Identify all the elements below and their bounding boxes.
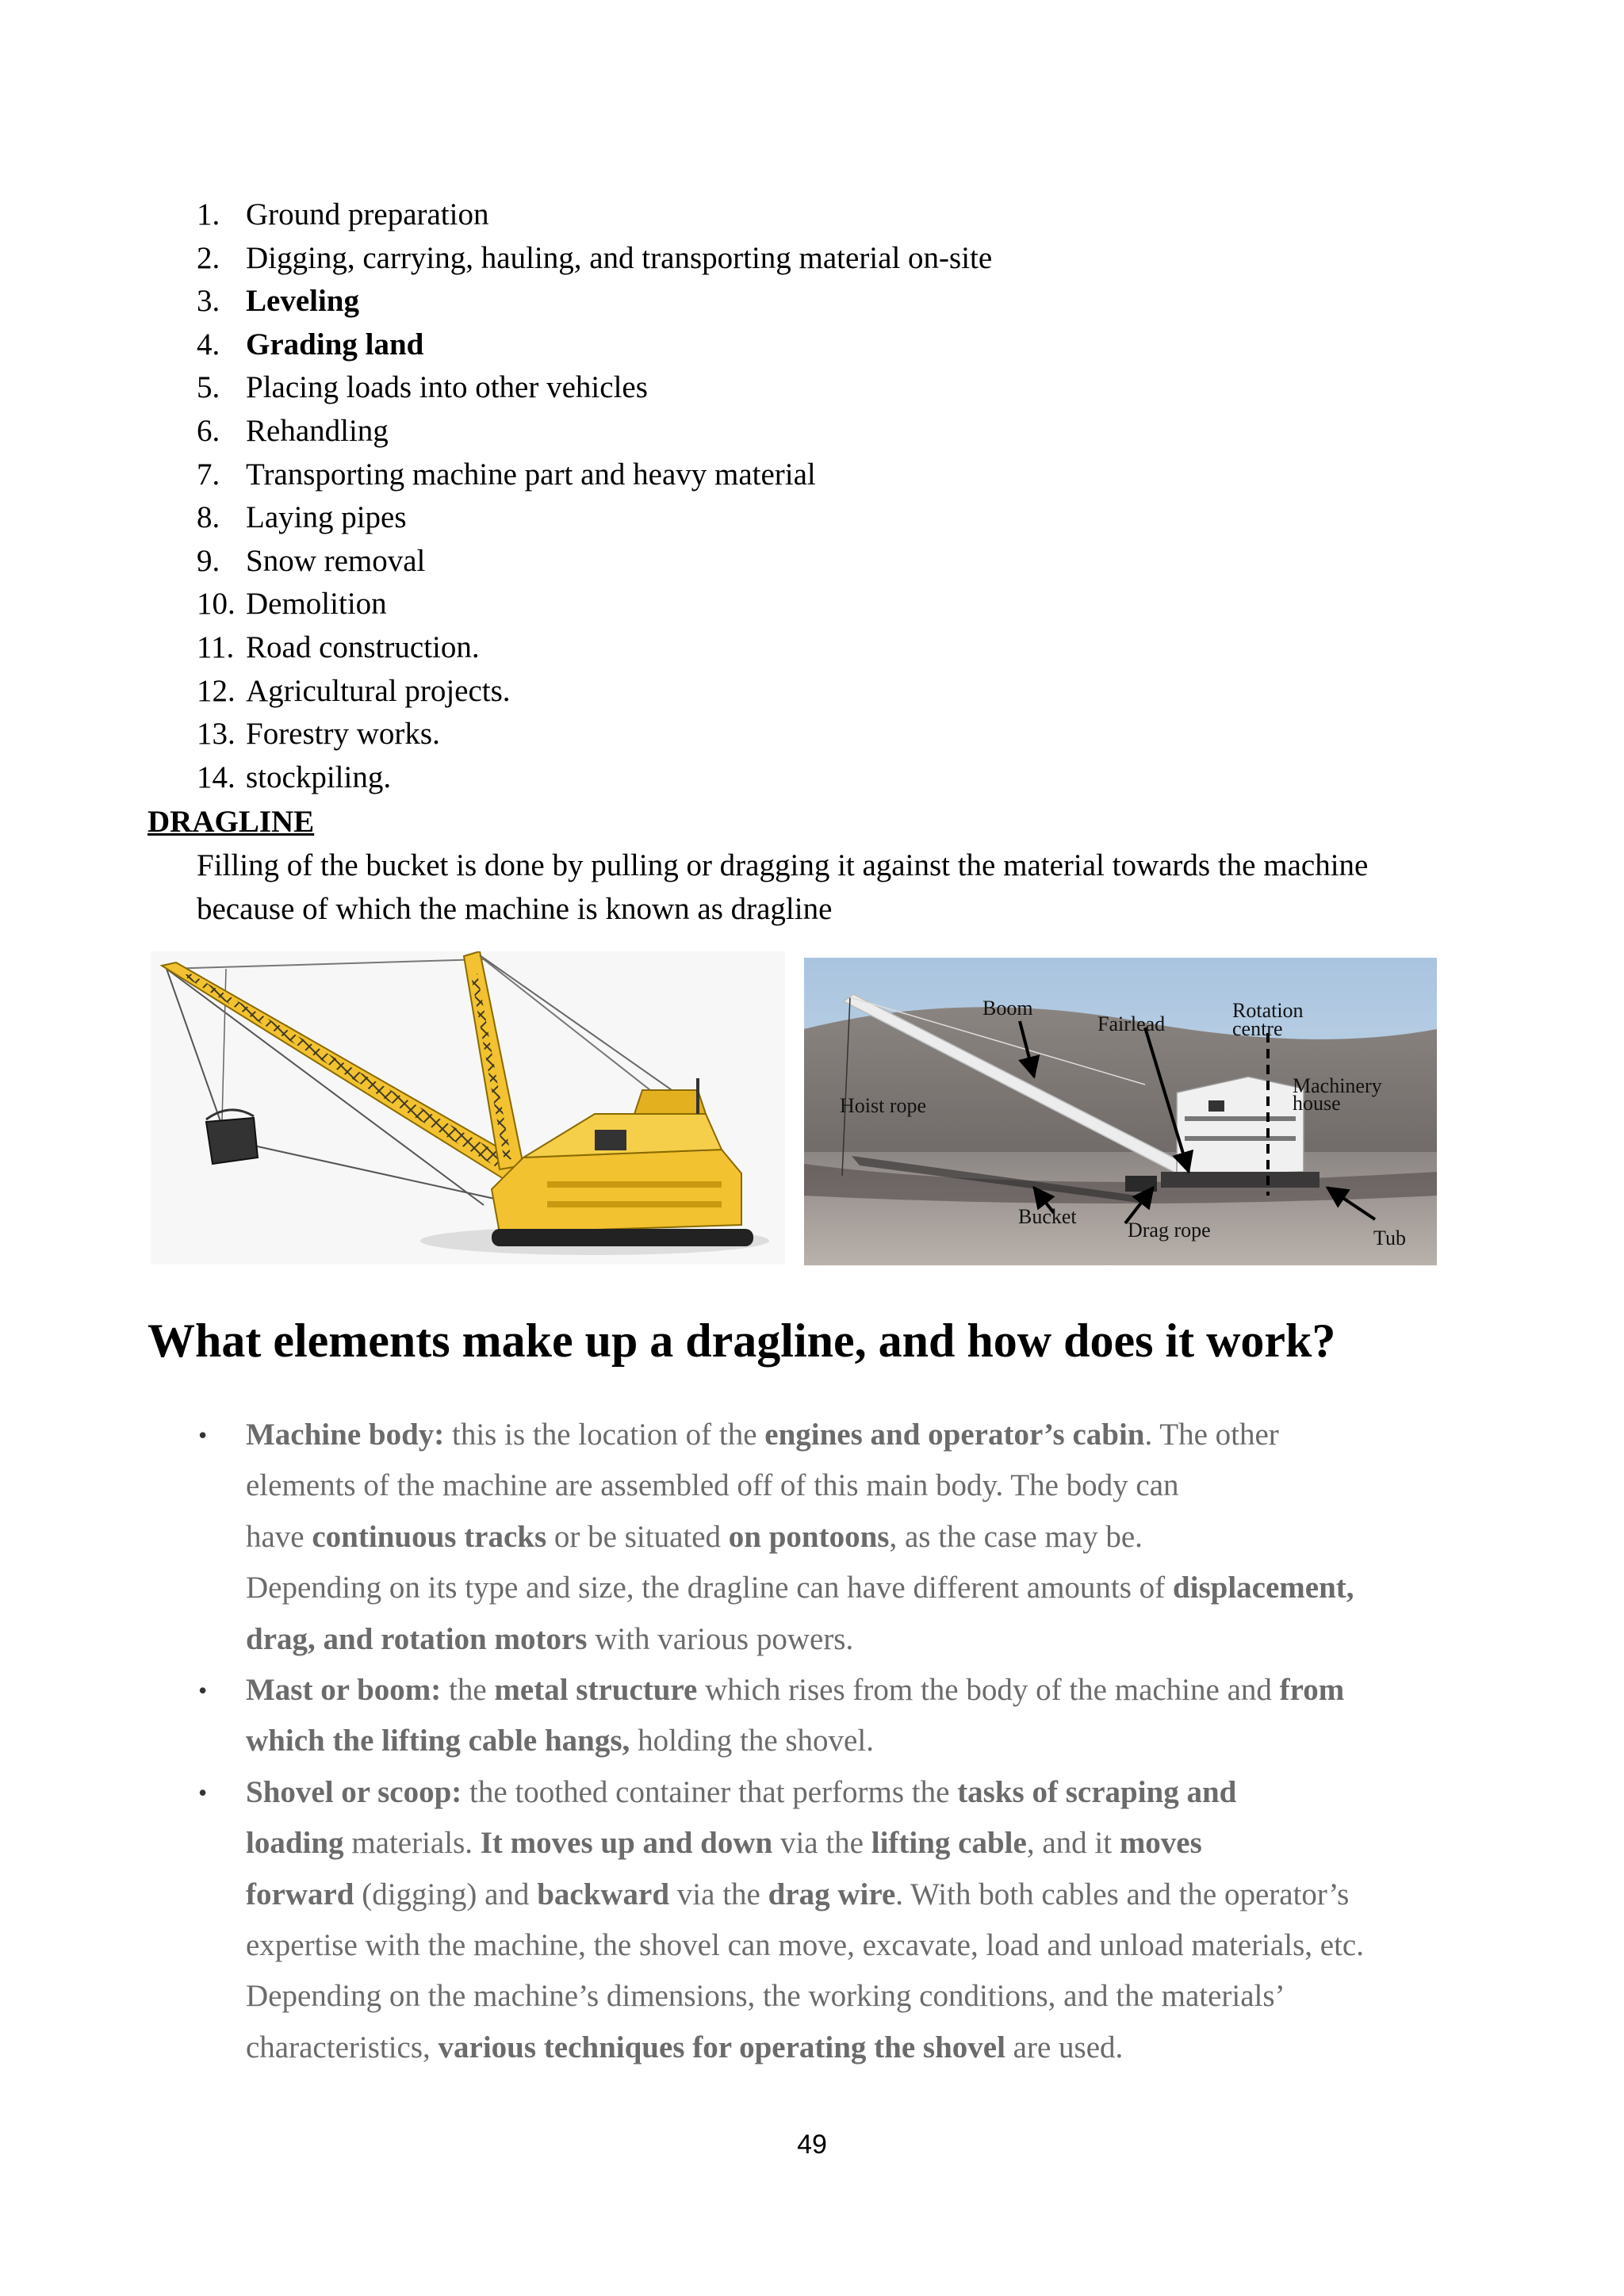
bold-text: moves bbox=[1119, 1826, 1202, 1861]
bullet-line bbox=[246, 1614, 1473, 1665]
label-tub: Tub bbox=[1373, 1226, 1406, 1249]
list-item-text: Demolition bbox=[246, 587, 387, 622]
list-item-number: 12. bbox=[197, 673, 236, 708]
label-machinery-2: house bbox=[1293, 1092, 1341, 1115]
list-item-text: Ground preparation bbox=[246, 197, 489, 232]
text: characteristics, bbox=[246, 2030, 439, 2064]
label-rotation-2: centre bbox=[1232, 1017, 1283, 1040]
text: the toothed container that performs the bbox=[462, 1774, 958, 1809]
text: Depending on the machine’s dimensions, the working conditions, and the materials’ bbox=[246, 1979, 1285, 2014]
bullet-dot-icon: • bbox=[198, 1421, 208, 1449]
list-item-text: Transporting machine part and heavy material bbox=[246, 457, 816, 492]
bold-text: loading bbox=[246, 1826, 344, 1861]
text: Depending on its type and size, the dragline can have different amounts of bbox=[246, 1571, 1173, 1605]
bullet-dot-icon: • bbox=[198, 1676, 208, 1705]
bold-text: displacement, bbox=[1172, 1571, 1354, 1605]
list-item bbox=[197, 540, 1465, 584]
bullet-line bbox=[246, 1563, 1473, 1613]
list-item-text: Grading land bbox=[246, 327, 424, 362]
bold-text: drag, and rotation motors bbox=[246, 1621, 588, 1656]
bold-text: Machine body: bbox=[246, 1418, 445, 1452]
label-drag-rope: Drag rope bbox=[1128, 1219, 1211, 1242]
bullet-line bbox=[246, 1971, 1473, 2022]
bullet-item bbox=[197, 1767, 1473, 2073]
bold-text: lifting cable bbox=[871, 1826, 1027, 1861]
bullet-item bbox=[197, 1665, 1473, 1767]
list-item bbox=[197, 410, 1465, 453]
text: , as the case may be. bbox=[889, 1519, 1143, 1554]
text: (digging) and bbox=[354, 1877, 538, 1911]
text: holding the shovel. bbox=[630, 1724, 874, 1758]
uses-list bbox=[197, 193, 1465, 799]
list-item-text: Digging, carrying, hauling, and transporting material on-site bbox=[246, 240, 993, 275]
text: via the bbox=[772, 1826, 871, 1861]
bold-text: drag wire bbox=[768, 1877, 896, 1911]
list-item-number: 7. bbox=[197, 457, 220, 492]
list-item-text: stockpiling. bbox=[246, 760, 392, 794]
list-item-text: Placing loads into other vehicles bbox=[246, 370, 648, 405]
label-boom: Boom bbox=[982, 997, 1033, 1020]
bullet-dot-icon: • bbox=[198, 1777, 208, 1807]
bullet-line bbox=[246, 1767, 1473, 1818]
bold-text: backward bbox=[537, 1877, 670, 1911]
bullet-line bbox=[246, 1665, 1473, 1716]
bullet-line bbox=[246, 1460, 1473, 1511]
text: elements of the machine are assembled off of this main body. The body can bbox=[246, 1468, 1179, 1503]
text: are used. bbox=[1005, 2030, 1124, 2064]
text: this is the location of the bbox=[444, 1418, 765, 1452]
bullet-line bbox=[246, 1512, 1473, 1563]
bold-text: from bbox=[1279, 1673, 1345, 1708]
list-item bbox=[197, 237, 1465, 281]
label-fairlead: Fairlead bbox=[1097, 1012, 1166, 1035]
list-item bbox=[197, 366, 1465, 410]
elements-bullet-list bbox=[197, 1410, 1473, 2073]
bullet-line bbox=[246, 1410, 1473, 1460]
text: the bbox=[441, 1673, 495, 1708]
list-item bbox=[197, 323, 1465, 367]
list-item-number: 10. bbox=[197, 587, 236, 622]
bold-text: continuous tracks bbox=[312, 1519, 547, 1554]
list-item bbox=[197, 583, 1465, 626]
list-item-text: Leveling bbox=[246, 284, 359, 319]
list-item bbox=[197, 713, 1465, 756]
bullet-line bbox=[246, 1920, 1473, 1971]
bold-text: which the lifting cable hangs, bbox=[246, 1724, 630, 1758]
list-item-text: Laying pipes bbox=[246, 500, 407, 535]
text: , and it bbox=[1026, 1826, 1120, 1861]
list-item bbox=[197, 756, 1465, 800]
main-heading: What elements make up a dragline, and how does it work? bbox=[147, 1314, 1336, 1367]
list-item bbox=[197, 280, 1465, 323]
bullet-line bbox=[246, 1716, 1473, 1766]
list-item bbox=[197, 670, 1465, 714]
bold-text: Mast or boom: bbox=[246, 1673, 442, 1708]
text: . The other bbox=[1144, 1418, 1279, 1452]
label-bucket: Bucket bbox=[1018, 1205, 1077, 1228]
list-item-text: Agricultural projects. bbox=[246, 673, 511, 708]
list-item-number: 8. bbox=[197, 500, 220, 535]
bold-text: engines and operator’s cabin bbox=[764, 1418, 1145, 1452]
list-item-number: 4. bbox=[197, 327, 220, 362]
bullet-line bbox=[246, 2022, 1473, 2073]
list-item-number: 11. bbox=[197, 629, 235, 664]
text: . With both cables and the operator’s bbox=[895, 1877, 1350, 1911]
list-item-text: Snow removal bbox=[246, 543, 426, 578]
list-item bbox=[197, 626, 1465, 670]
text: materials. bbox=[343, 1826, 481, 1861]
text: via the bbox=[669, 1877, 768, 1911]
dragline-heading: DRAGLINE bbox=[147, 805, 315, 839]
list-item-number: 13. bbox=[197, 717, 236, 752]
list-item-number: 9. bbox=[197, 543, 220, 578]
list-item-number: 1. bbox=[197, 197, 220, 232]
dragline-render-image bbox=[151, 951, 785, 1265]
bold-text: Shovel or scoop: bbox=[246, 1774, 462, 1809]
text: with various powers. bbox=[587, 1621, 854, 1656]
bullet-line bbox=[246, 1869, 1473, 1920]
list-item bbox=[197, 496, 1465, 540]
page-number: 49 bbox=[797, 2130, 827, 2160]
dragline-description: Filling of the bucket is done by pulling or dragging it against the material towards the machine because of which the machine is known as dragline bbox=[197, 848, 1369, 926]
list-item bbox=[197, 193, 1465, 237]
list-item-text: Forestry works. bbox=[246, 717, 440, 752]
dragline-labelled-diagram bbox=[804, 958, 1437, 1265]
text: or be situated bbox=[546, 1519, 729, 1554]
list-item-text: Road construction. bbox=[246, 629, 480, 664]
list-item bbox=[197, 453, 1465, 497]
list-item-number: 2. bbox=[197, 240, 220, 275]
list-item-text: Rehandling bbox=[246, 413, 389, 448]
bold-text: tasks of scraping and bbox=[957, 1774, 1237, 1809]
bold-text: It moves up and down bbox=[480, 1826, 773, 1861]
text: have bbox=[246, 1519, 312, 1554]
list-item-number: 14. bbox=[197, 760, 236, 794]
bold-text: various techniques for operating the shovel bbox=[438, 2030, 1005, 2064]
bullet-line bbox=[246, 1818, 1473, 1869]
label-hoist-rope: Hoist rope bbox=[840, 1094, 927, 1117]
bold-text: on pontoons bbox=[728, 1519, 890, 1554]
label-rotation-1: Rotation bbox=[1232, 999, 1304, 1022]
text: which rises from the body of the machine and bbox=[697, 1673, 1280, 1708]
list-item-number: 5. bbox=[197, 370, 220, 405]
text: expertise with the machine, the shovel can move, excavate, load and unload materials, etc. bbox=[246, 1928, 1364, 1963]
bullet-item bbox=[197, 1410, 1473, 1665]
label-machinery-1: Machinery bbox=[1293, 1074, 1382, 1097]
bold-text: metal structure bbox=[494, 1673, 698, 1708]
bold-text: forward bbox=[246, 1877, 354, 1911]
list-item-number: 6. bbox=[197, 413, 220, 448]
list-item-number: 3. bbox=[197, 284, 220, 319]
